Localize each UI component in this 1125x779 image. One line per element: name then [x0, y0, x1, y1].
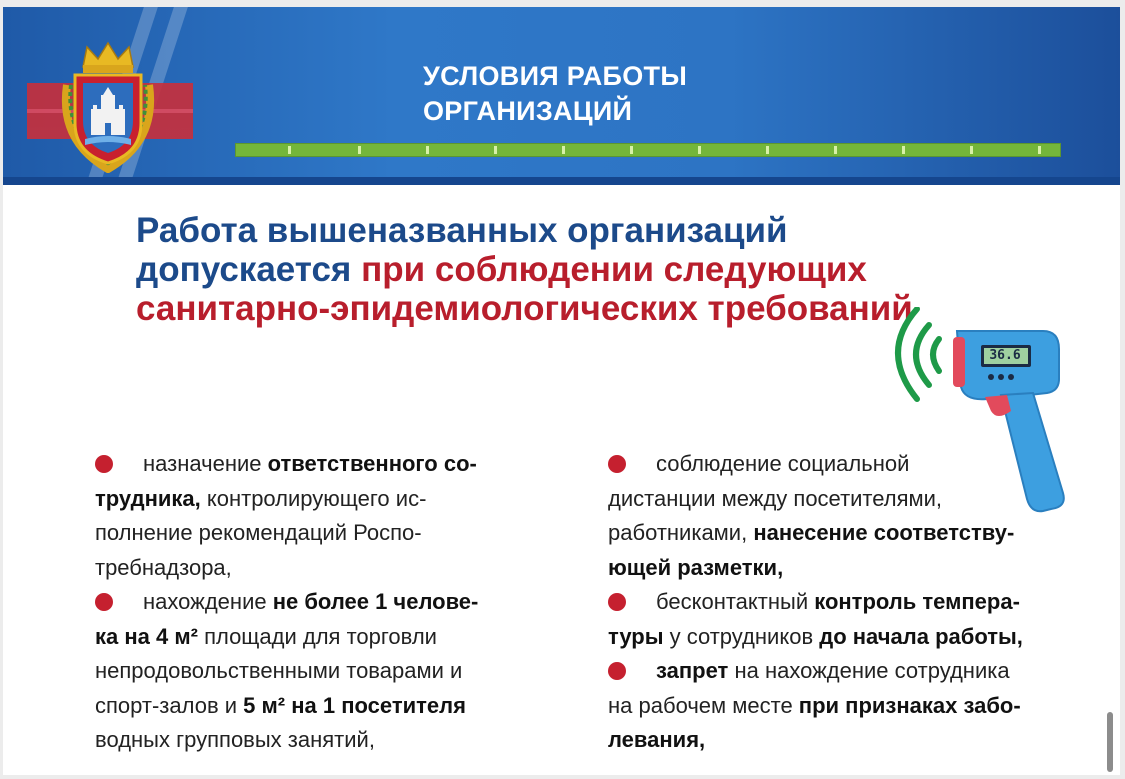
headline-blue-part: Работа вышеназванных организаций допускается: [136, 211, 788, 289]
list-item: бесконтактный контроль темпера-: [608, 585, 1048, 620]
progress-tick: [426, 146, 429, 154]
progress-tick: [494, 146, 497, 154]
banner-title-line2: ОРГАНИЗАЦИЙ: [423, 96, 633, 126]
banner-bottom-edge: [3, 177, 1120, 185]
progress-tick: [1038, 146, 1041, 154]
list-item: трудника, контролирующего ис-: [95, 485, 427, 511]
list-item: водных групповых занятий,: [95, 727, 375, 752]
list-item: туры у сотрудников до начала работы,: [608, 623, 1023, 649]
list-item: запрет на нахождение сотрудника: [608, 654, 1048, 689]
bullet-icon: [95, 593, 113, 611]
banner-title-line1: УСЛОВИЯ РАБОТЫ: [423, 61, 688, 91]
bullet-icon: [608, 593, 626, 611]
progress-tick: [358, 146, 361, 154]
banner-title: [423, 59, 687, 129]
progress-tick: [902, 146, 905, 154]
progress-strip: [235, 143, 1061, 157]
list-item: непродовольственными товарами и: [95, 658, 463, 683]
progress-tick: [834, 146, 837, 154]
list-item: назначение ответственного со-: [95, 447, 535, 482]
requirements-left-column: [95, 447, 535, 758]
thermometer-display-value: 36.6: [989, 348, 1021, 363]
list-item: нахождение не более 1 челове-: [95, 585, 535, 620]
crest-icon: [55, 41, 161, 173]
list-item: дистанции между посетителями,: [608, 485, 943, 511]
list-item: соблюдение социальной: [608, 447, 1048, 482]
list-item: полнение рекомендаций Роспо-: [95, 520, 422, 545]
list-item: требнадзора,: [95, 554, 232, 580]
list-item: на рабочем месте при признаках забо-: [608, 692, 1021, 718]
list-item: левания,: [608, 727, 706, 752]
list-item: работниками, нанесение соответству-: [608, 520, 1015, 545]
progress-tick: [288, 146, 291, 154]
progress-tick: [562, 146, 565, 154]
list-item: ющей разметки,: [608, 554, 784, 580]
vertical-scrollbar[interactable]: [1107, 712, 1113, 772]
progress-tick: [698, 146, 701, 154]
progress-tick: [630, 146, 633, 154]
list-item: спорт-залов и 5 м² на 1 посетителя: [95, 692, 466, 718]
requirements-right-column: [608, 447, 1048, 758]
bullet-icon: [608, 455, 626, 473]
header-banner: [3, 7, 1120, 185]
bullet-icon: [608, 662, 626, 680]
progress-tick: [766, 146, 769, 154]
headline-red-part: при соблюдении следующих санитарно-эпидемиологических требований: [136, 250, 913, 328]
page-frame: [3, 7, 1120, 775]
progress-tick: [970, 146, 973, 154]
list-item: ка на 4 м² площади для торговли: [95, 623, 437, 649]
page-headline: [136, 211, 996, 328]
bullet-icon: [95, 455, 113, 473]
